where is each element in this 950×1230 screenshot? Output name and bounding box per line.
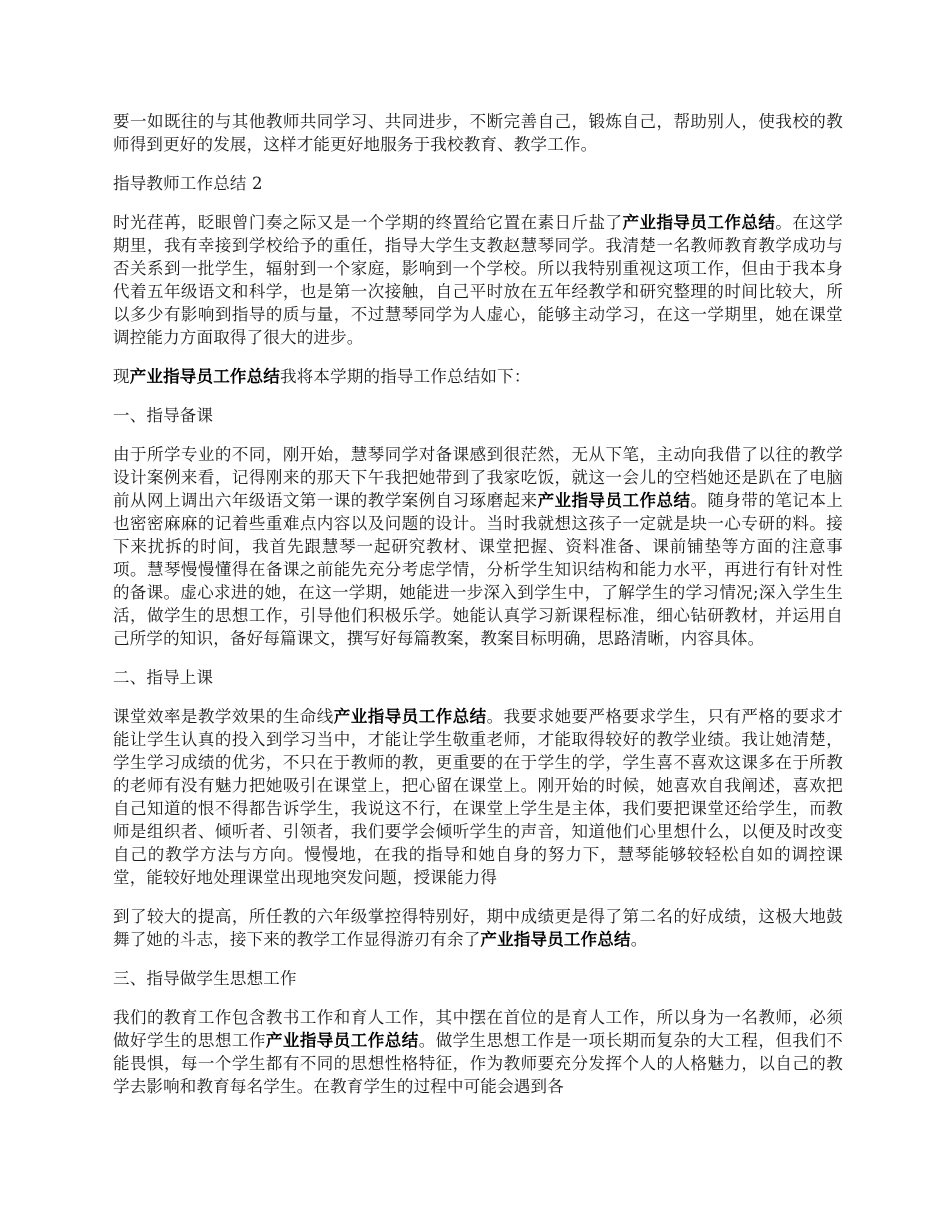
section-heading <box>113 404 843 427</box>
paragraph <box>113 211 843 349</box>
section-heading <box>113 967 843 990</box>
paragraph <box>113 705 843 889</box>
keyword-bold: 产业指导员工作总结 <box>129 367 281 386</box>
text-run: 。 <box>630 930 648 949</box>
paragraph <box>113 365 843 388</box>
section-heading <box>113 172 843 195</box>
heading-text: 一、指导备课 <box>113 406 214 425</box>
keyword-bold: 产业指导员工作总结 <box>333 707 487 726</box>
paragraph <box>113 443 843 650</box>
text-run: 由于所学专业的不同，刚开始，慧琴同学对备课感到很茫然，无从下笔，主动向我借了以往的教学设计案例来看，记得刚来的那天下午我把她带到了我家吃饭，就这一会儿的空档她还是趴在了电脑前从网上调出六年级语文第一课的教学案例自习琢磨起来 <box>113 445 843 510</box>
text-run: 。随身带的笔记本上也密密麻麻的记着些重难点内容以及问题的设计。当时我就想这孩子一定就是块一心专研的料。接下来扰拆的时间，我首先跟慧琴一起研究教材、课堂把握、资料准备、课前铺垫等方面的注意事项。慧琴慢慢懂得在备课之前能先充分考虑学情，分析学生知识结构和能力水平，再进行有针对性的备课。虚心求进的她，在这一学期，她能进一步深入到学生中，了解学生的学习情况;深入学生生活，做学生的思想工作，引导他们积极乐学。她能认真学习新课程标准，细心钻研教材，并运用自己所学的知识，备好每篇课文，撰写好每篇教案，教案目标明确，思路清晰，内容具体。 <box>113 491 843 648</box>
paragraph <box>113 1006 843 1098</box>
keyword-bold: 产业指导员工作总结 <box>480 930 631 949</box>
keyword-bold: 产业指导员工作总结 <box>622 213 776 232</box>
text-run: 。在这学期里，我有幸接到学校给予的重任，指导大学生支教赵慧琴同学。我清楚一名教师教育教学成功与否关系到一批学生，辐射到一个家庭，影响到一个学校。所以我特别重视这项工作，但由于我本身代着五年级语文和科学，也是第一次接触，自己平时放在五年经教学和研究整理的时间比较大，所以多少有影响到指导的质与量，不过慧琴同学为人虚心，能够主动学习，在这一学期里，她在课堂调控能力方面取得了很大的进步。 <box>113 213 843 347</box>
heading-text: 二、指导上课 <box>113 668 214 687</box>
paragraph <box>113 110 843 156</box>
text-run: 到了较大的提高，所任教的六年级掌控得特别好，期中成绩更是得了第二名的好成绩，这极大地鼓舞了她的斗志，接下来的教学工作显得游刃有余了 <box>113 907 843 949</box>
text-run: 我们的教育工作包含教书工作和育人工作，其中摆在首位的是育人工作，所以身为一名教师，必须做好学生的思想工作 <box>113 1008 843 1050</box>
heading-text: 三、指导做学生思想工作 <box>113 969 297 988</box>
paragraph <box>113 905 843 951</box>
keyword-bold: 产业指导员工作总结 <box>265 1031 419 1050</box>
section-heading <box>113 666 843 689</box>
text-run: 时光荏苒，眨眼曾门奏之际又是一个学期的终置给它置在素日斤盐了 <box>113 213 623 232</box>
text-run: 要一如既往的与其他教师共同学习、共同进步，不断完善自己，锻炼自己，帮助别人，使我校的教师得到更好的发展，这样才能更好地服务于我校教育、教学工作。 <box>113 112 843 154</box>
text-run: 我将本学期的指导工作总结如下： <box>280 367 531 386</box>
text-run: 。我要求她要严格要求学生，只有严格的要求才能让学生认真的投入到学习当中，才能让学生敬重老师，才能取得较好的教学业绩。我让她清楚，学生学习成绩的优劣，不只在于教师的教，更重要的在于学生的学，学生喜不喜欢这课多在于所教的老师有没有魅力把她吸引在课堂上，把心留在课堂上。刚开始的时候，她喜欢自我阐述，喜欢把自己知道的恨不得都告诉学生，我说这不行，在课堂上学生是主体，我们要把课堂还给学生，而教师是组织者、倾听者、引领者，我们要学会倾听学生的声音，知道他们心里想什么，以便及时改变自己的教学方法与方向。慢慢地，在我的指导和她自身的努力下，慧琴能够较轻松自如的调控课堂，能较好地处理课堂出现地突发问题，授课能力得 <box>113 707 843 887</box>
keyword-bold: 产业指导员工作总结 <box>537 491 691 510</box>
document-body <box>113 110 843 1114</box>
text-run: 现 <box>113 367 130 386</box>
heading-text: 指导教师工作总结 2 <box>113 174 263 193</box>
text-run: 。做学生思想工作是一项长期而复杂的大工程，但我们不能畏惧，每一个学生都有不同的思想性格特征，作为教师要充分发挥个人的人格魅力，以自己的教学去影响和教育每名学生。在教育学生的过程中可能会遇到各 <box>113 1031 844 1096</box>
text-run: 课堂效率是教学效果的生命线 <box>113 707 334 726</box>
